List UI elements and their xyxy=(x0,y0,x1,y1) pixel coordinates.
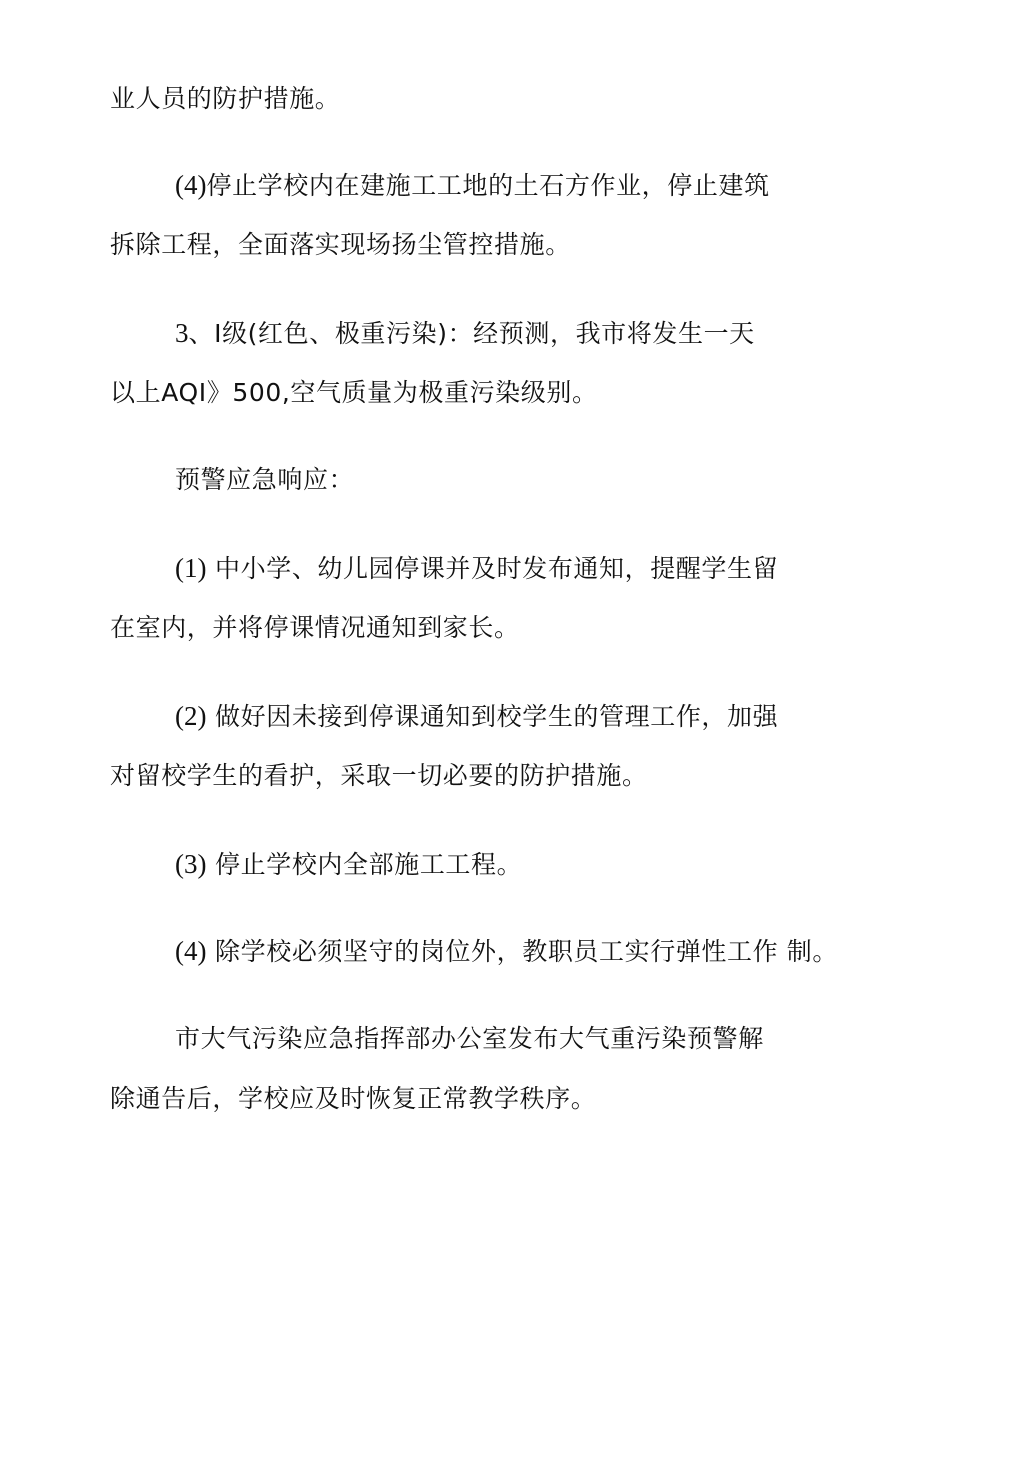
text-line-3 xyxy=(110,228,571,262)
line-text: 停止学校内在建施工工地的土石方作业，停止建筑 xyxy=(206,171,770,200)
text-line-2 xyxy=(175,168,770,203)
line-text: 对留校学生的看护，采取一切必要的防护措施。 xyxy=(110,761,648,790)
line-text: 除通告后，学校应及时恢复正常教学秩序。 xyxy=(110,1084,597,1113)
text-line-12 xyxy=(175,934,838,969)
line-text: 停止学校内全部施工工程。 xyxy=(206,850,523,879)
text-line-9 xyxy=(175,699,778,734)
text-line-10 xyxy=(110,759,648,793)
line-text: 以上AQI》500,空气质量为极重污染级别。 xyxy=(110,378,598,407)
text-line-5 xyxy=(110,376,598,410)
text-line-14 xyxy=(110,1082,596,1116)
line-text: 在室内，并将停课情况通知到家长。 xyxy=(110,613,520,642)
text-line-4 xyxy=(175,316,755,351)
item-number: (2) xyxy=(175,701,207,731)
line-text: 、I级(红色、极重污染)：经预测，我市将发生一天 xyxy=(188,319,755,348)
text-line-7 xyxy=(175,551,778,586)
section-number: 3 xyxy=(175,318,189,348)
item-number: (3) xyxy=(175,849,207,879)
item-number: (4) xyxy=(175,936,207,966)
text-line-8 xyxy=(110,611,520,645)
line-text: 预警应急响应： xyxy=(175,465,355,494)
text-line-13 xyxy=(175,1022,764,1056)
text-line-11 xyxy=(175,847,522,882)
line-text: 业人员的防护措施。 xyxy=(110,84,341,113)
line-text: 除学校必须坚守的岗位外，教职员工实行弹性工作 制。 xyxy=(206,937,838,966)
text-line-1 xyxy=(110,82,340,116)
text-line-6 xyxy=(175,463,354,497)
line-text: 做好因未接到停课通知到校学生的管理工作，加强 xyxy=(206,702,779,731)
line-text: 中小学、幼儿园停课并及时发布通知，提醒学生留 xyxy=(206,554,779,583)
line-text: 拆除工程，全面落实现场扬尘管控措施。 xyxy=(110,230,571,259)
item-number: (4) xyxy=(175,170,207,200)
line-text: 市大气污染应急指挥部办公室发布大气重污染预警解 xyxy=(175,1024,764,1053)
item-number: (1) xyxy=(175,553,207,583)
